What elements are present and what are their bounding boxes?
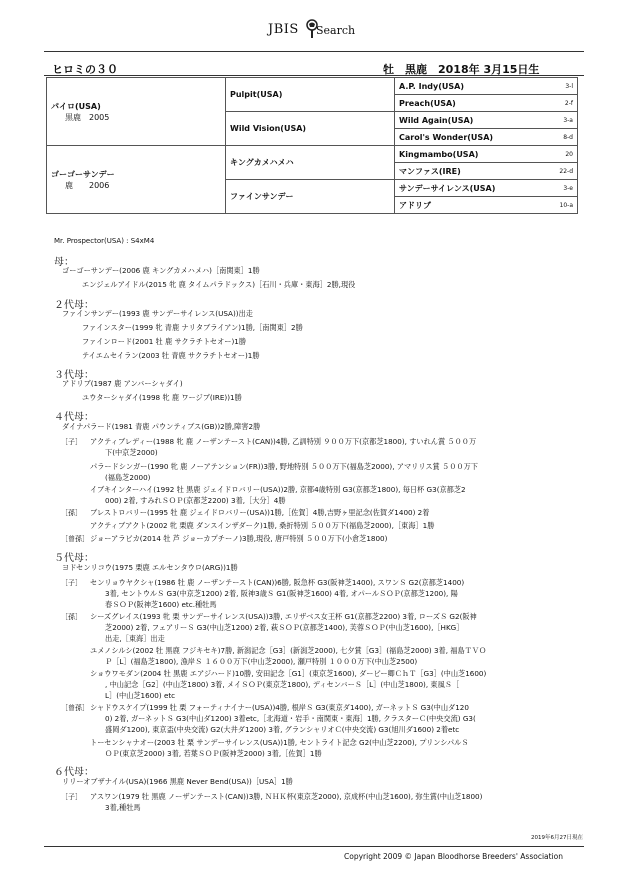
family-line: ＯＰ(東京芝2000) 3着, 若葉ＳＯＰ(阪神芝2000) 3着,［佐賀］1勝 bbox=[105, 749, 322, 758]
horse-info: 牡 黒鹿 2018年 3月15日生 bbox=[383, 63, 540, 76]
logo-text-search: Search bbox=[316, 24, 356, 37]
section-2nd-dam: ２代母： bbox=[54, 300, 94, 311]
footer-rule bbox=[44, 846, 584, 847]
tag-grandchild: ［孫］ bbox=[61, 613, 82, 621]
tag-grandchild: ［孫］ bbox=[61, 509, 82, 517]
family-line: ファインスター(1999 牝 青鹿 ナリタブライアン)1勝,［南関東］2勝 bbox=[82, 323, 303, 332]
tag-child: ［子］ bbox=[61, 579, 82, 587]
gen3-cell-5[interactable]: Kingmambo(USA) 20 bbox=[395, 146, 578, 163]
family-line: ゴーゴーサンデー(2006 鹿 キングカメハメハ)［南関東］1勝 bbox=[62, 266, 260, 275]
family-line: アクティブレディー(1988 牝 鹿 ノーザンテースト(CAN))4勝, 乙訓特別 ９００万下(京都芝1800), すいれん賞 ５００万 bbox=[90, 437, 477, 446]
sire-cell[interactable] bbox=[47, 78, 226, 146]
family-line: テイエムセイラン(2003 牡 青鹿 サクラチトセオー)1勝 bbox=[82, 351, 260, 360]
family-line: アクティブアクト(2002 牝 栗鹿 ダンスインザダーク)1勝, 桑折特別 ５００万下(福島芝2000),［東海］1勝 bbox=[90, 521, 435, 530]
gen3-cell-7[interactable]: サンデーサイレンス(USA) 3-e bbox=[395, 180, 578, 197]
jbis-search-logo[interactable] bbox=[268, 18, 378, 44]
inbreeding-note: Mr. Prospector(USA) : S4xM4 bbox=[54, 237, 155, 245]
gen3-cell-8[interactable]: アドリブ 10-a bbox=[395, 197, 578, 214]
family-line: 春ＳＯＰ(阪神芝1600) etc.種牡馬 bbox=[105, 600, 217, 609]
family-line: 3着, セントウルＳ G3(中京芝1200) 2着, 阪神3歳Ｓ G1(阪神芝1600) 4着, オパールＳＯＰ(京都芝1200), 陽 bbox=[105, 589, 458, 598]
section-dam: 母： bbox=[54, 257, 74, 268]
family-line: ファインロード(2001 牡 鹿 サクラチトセオー)1勝 bbox=[82, 337, 247, 346]
family-line: 000) 2着, すみれＳＯＰ(京都芝2200) 3着,［大分］4勝 bbox=[105, 496, 286, 505]
family-line: シーズグレイス(1993 牝 栗 サンデーサイレンス(USA))3勝, エリザベス女王杯 G1(京都芝2200) 3着, ローズＳ G2(阪神 bbox=[90, 612, 477, 621]
family-line: トーセンシャナオー(2003 牡 栗 サンデーサイレンス(USA))1勝, セントライト記念 G2(中山芝2200), プリンシパルＳ bbox=[90, 738, 469, 747]
family-line: ジョーアラビカ(2014 牡 芦 ジョーカプチーノ)3勝,現役, 唐戸特別 ５００万下(小倉芝1800) bbox=[90, 534, 388, 543]
dam-sire-cell[interactable]: キングカメハメハ bbox=[226, 146, 395, 180]
section-5th-dam: ５代母： bbox=[54, 553, 94, 564]
family-line: ユメノシルシ(2002 牡 黒鹿 フジキセキ)7勝, 新潟記念［G3］(新潟芝2000), 七夕賞［G3］(福島芝2000) 3着, 福島ＴＶＯ bbox=[90, 646, 487, 655]
pedigree-table bbox=[46, 77, 578, 214]
dam-name: ゴーゴーサンデー bbox=[51, 169, 115, 179]
tag-child: ［子］ bbox=[61, 793, 82, 801]
family-line: ブレストロバリー(1995 牡 鹿 ジェイドロバリー(USA))1勝,［佐賀］4勝,吉野ヶ里記念(佐賀ダ1400) 2着 bbox=[90, 508, 430, 517]
tag-great-grandchild: ［曾孫］ bbox=[61, 535, 89, 543]
as-of-date: 2019年6月27日現在 bbox=[531, 835, 583, 841]
section-4th-dam: ４代母： bbox=[54, 412, 94, 423]
family-line: L］(中山芝1600) etc bbox=[105, 691, 176, 700]
family-line: , 中山記念［G2］(中山芝1800) 3着, メイＳＯＰ(東京芝1800), ディセンバーＳ［L］(中山芝1800), 東風Ｓ［ bbox=[105, 680, 460, 689]
family-line: 盛岡ダ1200), 東京盃(中央交流) G2(大井ダ1200) 3着, グランシャリオＣ(中央交流) G3(旭川ダ1600) 2着etc bbox=[105, 725, 460, 734]
family-line: シャドウスケイプ(1999 牡 栗 フォーティナイナー(USA))4勝, 根岸Ｓ G3(東京ダ1400), ガーネットＳ G3(中山ダ120 bbox=[90, 703, 469, 712]
family-line: 芝2000) 2着, フェアリーＳ G3(中山芝1200) 2着, 萩ＳＯＰ(京都芝1400), 芙蓉ＳＯＰ(中山芝1600),［HKG］ bbox=[105, 623, 464, 632]
dam-cell[interactable] bbox=[47, 146, 226, 214]
dam-dam-cell[interactable]: ファインサンデー bbox=[226, 180, 395, 214]
family-line: ショウワモダン(2004 牡 黒鹿 エアジハード)10勝, 安田記念［G1］(東京芝1600), ダービー卿ＣｈＴ［G3］(中山芝1600) bbox=[90, 669, 487, 678]
sire-name: パイロ(USA) bbox=[51, 101, 101, 111]
family-line: アドリブ(1987 鹿 アンバーシャダイ) bbox=[62, 379, 183, 388]
family-line: リリーオブザナイル(USA)(1966 黒鹿 Never Bend(USA))［USA］1勝 bbox=[62, 777, 293, 786]
logo-text-jbis: JBIS bbox=[268, 22, 299, 37]
header-rule-top bbox=[44, 51, 584, 52]
tag-child: ［子］ bbox=[61, 438, 82, 446]
family-line: 3着,種牡馬 bbox=[105, 803, 141, 812]
horse-name: ヒロミの３０ bbox=[52, 63, 118, 76]
gen3-cell-3[interactable]: Wild Again(USA) 3-a bbox=[395, 112, 578, 129]
family-line: 出走,［東海］出走 bbox=[105, 634, 165, 643]
family-line: ヨドセンリコウ(1975 栗鹿 エルセンタウロ(ARG))1勝 bbox=[62, 563, 238, 572]
section-6th-dam: ６代母： bbox=[54, 767, 94, 778]
family-line: Ｐ［L］(福島芝1800), 漁岸Ｓ １６００万下(中山芝2000), 瀬戸特別 １０００万下(中山芝2500) bbox=[105, 657, 418, 666]
family-line: アスワン(1979 牡 黒鹿 ノーザンテースト(CAN))3勝, ＮＨＫ杯(東京芝2000), 京成杯(中山芝1600), 弥生賞(中山芝1800) bbox=[90, 792, 483, 801]
family-line: ユウターシャダイ(1998 牝 鹿 ワージブ(IRE))1勝 bbox=[82, 393, 242, 402]
family-line: 下(中京芝2000) bbox=[105, 448, 158, 457]
gen3-cell-6[interactable]: マンファス(IRE) 22-d bbox=[395, 163, 578, 180]
sire-sire-cell[interactable]: Pulpit(USA) bbox=[226, 78, 395, 112]
family-line: エンジェルアイドル(2015 牝 鹿 タイムパラドックス)［石川・兵庫・東海］2勝,現役 bbox=[82, 280, 356, 289]
dam-detail: 鹿 2006 bbox=[65, 180, 110, 190]
sire-detail: 黒鹿 2005 bbox=[65, 112, 110, 122]
family-line: 0) 2着, ガーネットＳ G3(中山ダ1200) 3着etc,［北海道・岩手・南関東・東海］1勝, クラスターＣ(中央交流) G3( bbox=[105, 714, 476, 723]
family-line: センリョウヤクシャ(1986 牡 鹿 ノーザンテースト(CAN))6勝, 阪急杯 G3(阪神芝1400), スワンＳ G2(京都芝1400) bbox=[90, 578, 465, 587]
tag-great-grandchild: ［曾孫］ bbox=[61, 704, 89, 712]
family-line: ファインサンデー(1993 鹿 サンデーサイレンス(USA))出走 bbox=[62, 309, 253, 318]
section-3rd-dam: ３代母： bbox=[54, 370, 94, 381]
family-line: (福島芝2000) bbox=[105, 473, 151, 482]
copyright: Copyright 2009 © Japan Bloodhorse Breeders' Association bbox=[344, 852, 563, 861]
header-rule-bottom bbox=[44, 75, 584, 76]
gen3-cell-2[interactable]: Preach(USA) 2-f bbox=[395, 95, 578, 112]
family-line: ダイナパラード(1981 青鹿 パウンティブス(GB))2勝,障害2勝 bbox=[62, 422, 261, 431]
gen3-cell-4[interactable]: Carol's Wonder(USA) 8-d bbox=[395, 129, 578, 146]
gen3-cell-1[interactable]: A.P. Indy(USA) 3-l bbox=[395, 78, 578, 95]
family-line: イブキインターハイ(1992 牡 黒鹿 ジェイドロバリー(USA))2勝, 京都4歳特別 G3(京都芝1800), 毎日杯 G3(京都芝2 bbox=[90, 485, 466, 494]
family-line: パラードシンガー(1990 牝 鹿 ノーアテンション(FR))3勝, 野地特別 ５００万下(福島芝2000), アマリリス賞 ５００万下 bbox=[90, 462, 478, 471]
sire-dam-cell[interactable]: Wild Vision(USA) bbox=[226, 112, 395, 146]
